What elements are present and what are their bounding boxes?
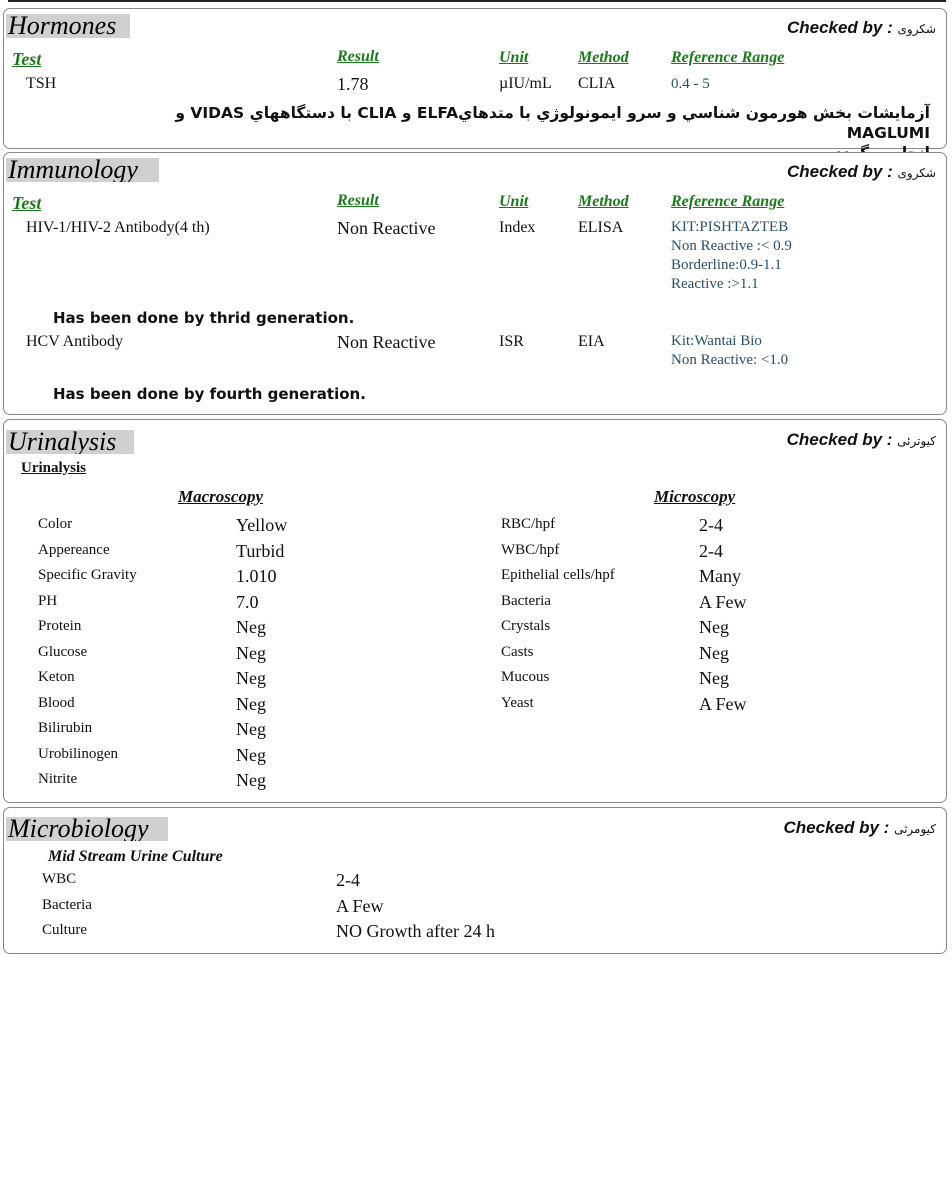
immunology-section: [3, 152, 947, 415]
item-value: Neg: [236, 642, 266, 663]
checked-by-name: شکروی: [897, 166, 936, 180]
test-name: HIV-1/HIV-2 Antibody(4 th): [26, 219, 210, 236]
item-label: Epithelial cells/hpf: [501, 567, 615, 583]
reference-range: 0.4 - 5: [671, 76, 710, 92]
header-result: Result: [337, 192, 379, 209]
item-label: Protein: [38, 618, 82, 634]
test-name: HCV Antibody: [26, 333, 124, 350]
method-note-line-1: آزمايشات بخش هورمون شناسي و سرو ايمونولوژي با متدهايELFA و CLIA با دستگاههاي VIDAS و MAGLUMI: [175, 104, 930, 142]
checked-by: [787, 162, 936, 182]
item-value: Neg: [236, 693, 266, 714]
header-unit: Unit: [499, 49, 529, 66]
header-method: Method: [578, 49, 629, 66]
test-result: 1.78: [337, 74, 369, 94]
item-label: Yeast: [501, 694, 534, 711]
item-value: Neg: [699, 617, 729, 637]
item-value: A Few: [336, 895, 384, 916]
item-value: Neg: [236, 617, 266, 637]
item-value: 7.0: [236, 591, 259, 612]
microbiology-section: [3, 807, 947, 954]
section-title: Urinalysis: [6, 430, 134, 454]
item-value: Neg: [236, 719, 266, 739]
checked-by-name: کیومرثی: [894, 822, 936, 836]
test-method: ELISA: [578, 219, 624, 236]
item-value: Neg: [236, 668, 266, 688]
item-label: WBC/hpf: [501, 541, 560, 558]
item-label: Crystals: [501, 618, 551, 634]
item-value: Yellow: [236, 515, 288, 535]
checked-by-name: کیوترئی: [897, 434, 936, 448]
section-title: Microbiology: [6, 817, 168, 841]
checked-by: [787, 18, 936, 38]
checked-by-label: Checked by :: [783, 818, 890, 837]
item-value: Neg: [699, 642, 729, 663]
test-unit: ISR: [499, 333, 524, 350]
item-value: Neg: [236, 744, 266, 765]
header-test: Test: [12, 49, 42, 69]
item-value: 2-4: [699, 515, 723, 535]
item-label: Bacteria: [42, 896, 92, 913]
checked-by-name: شکروی: [897, 22, 936, 36]
section-title: Hormones: [6, 14, 130, 38]
item-label: Urobilinogen: [38, 745, 118, 762]
test-method: CLIA: [578, 75, 616, 92]
item-label: RBC/hpf: [501, 516, 556, 532]
reference-non-reactive: Non Reactive: <1.0: [671, 352, 789, 368]
item-label: Bacteria: [501, 592, 551, 609]
reference-reactive: Reactive :>1.1: [671, 276, 759, 292]
checked-by: [787, 430, 936, 450]
item-label: Casts: [501, 643, 534, 660]
item-value: 1.010: [236, 566, 277, 586]
reference-kit: Kit:Wantai Bio: [671, 333, 762, 349]
test-result: Non Reactive: [337, 218, 436, 238]
checked-by-label: Checked by :: [786, 18, 893, 37]
culture-subtitle: Mid Stream Urine Culture: [48, 848, 223, 865]
test-result: Non Reactive: [337, 332, 436, 352]
header-result: Result: [337, 48, 379, 65]
item-value: Turbid: [236, 540, 285, 561]
checked-by-label: Checked by :: [786, 162, 893, 181]
item-value: A Few: [699, 591, 747, 612]
item-value: A Few: [699, 693, 747, 714]
header-reference-range: Reference Range: [671, 49, 785, 66]
item-label: Culture: [42, 922, 87, 938]
item-label: Blood: [38, 694, 75, 711]
item-value: 2-4: [699, 540, 723, 561]
item-value: 2-4: [336, 870, 360, 890]
item-label: Keton: [38, 669, 75, 685]
urinalysis-section: [3, 419, 947, 803]
item-value: NO Growth after 24 h: [336, 921, 495, 941]
microscopy-title: Microscopy: [654, 487, 736, 506]
item-label: WBC: [42, 871, 77, 887]
generation-note: Has been done by thrid generation.: [53, 309, 355, 327]
header-test: Test: [12, 193, 42, 213]
item-label: Bilirubin: [38, 720, 93, 736]
header-unit: Unit: [499, 193, 529, 210]
reference-non-reactive: Non Reactive :< 0.9: [671, 238, 792, 254]
checked-by-label: Checked by :: [786, 430, 893, 449]
test-name: TSH: [26, 75, 57, 92]
item-value: Many: [699, 566, 741, 586]
item-label: Color: [38, 516, 73, 532]
test-unit: µIU/mL: [499, 75, 552, 92]
hormones-section: [3, 8, 947, 149]
header-method: Method: [578, 193, 629, 210]
item-label: Nitrite: [38, 771, 78, 787]
test-unit: Index: [499, 219, 536, 236]
section-title: Immunology: [6, 158, 159, 182]
item-label: PH: [38, 592, 58, 609]
header-reference-range: Reference Range: [671, 193, 785, 210]
item-label: Specific Gravity: [38, 567, 137, 583]
item-value: Neg: [699, 668, 729, 688]
generation-note: Has been done by fourth generation.: [53, 385, 366, 403]
item-label: Glucose: [38, 643, 88, 660]
test-method: EIA: [578, 333, 605, 350]
reference-borderline: Borderline:0.9-1.1: [671, 257, 782, 273]
macroscopy-title: Macroscopy: [178, 487, 263, 506]
checked-by: [784, 818, 936, 838]
item-label: Appereance: [38, 541, 110, 558]
item-value: Neg: [236, 770, 266, 790]
item-label: Mucous: [501, 669, 550, 685]
top-border-line: [8, 0, 946, 2]
reference-kit: KIT:PISHTAZTEB: [671, 219, 789, 235]
urinalysis-subtitle: Urinalysis: [21, 460, 87, 476]
